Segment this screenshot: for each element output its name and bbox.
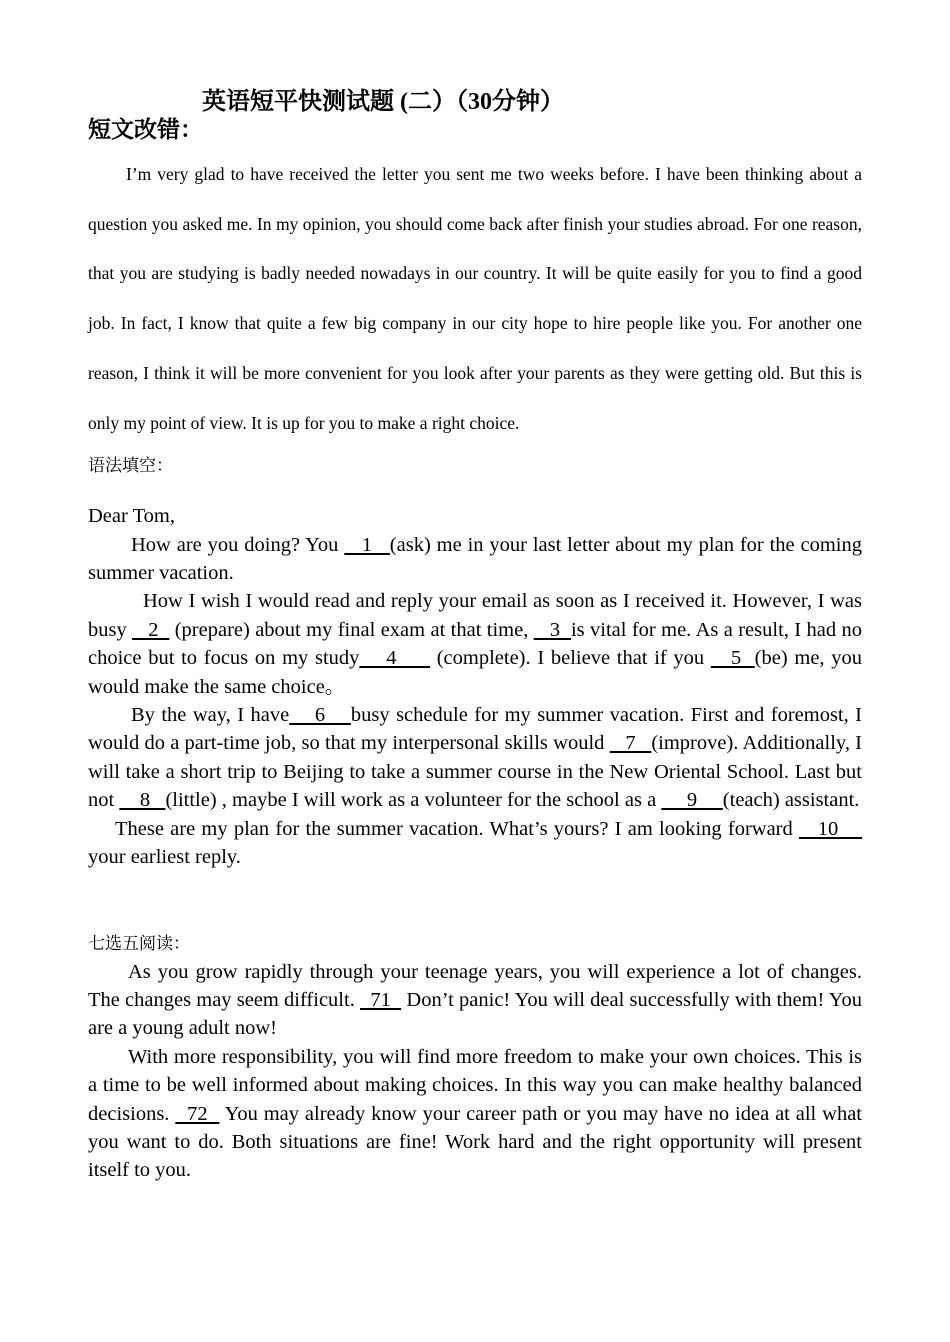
blank-9[interactable]: 9 bbox=[661, 789, 723, 812]
letter-paragraph-2: How I wish I would read and reply your email as soon as I received it. However, I was busy 2 (prepare) about my final exam at that time, 3 is vital for me. As a result, I had no choice but to focus on my study 4 (complete). I believe that if you 5 (be) me, you would make the same choice。 bbox=[88, 590, 863, 698]
letter-paragraph-3: By the way, I have 6 busy schedule for my summer vacation. First and foremost, I would do a part-time job, so that my interpersonal skills would 7 (improve). Additionally, I will take a short trip to Beijing to take a summer course in the New Oriental School. Last but not 8 (little) , maybe I will work as a volunteer for the school as a 9 (teach) assistant. bbox=[88, 704, 863, 812]
blank-1[interactable]: 1 bbox=[344, 533, 390, 556]
blank-4[interactable]: 4 bbox=[359, 647, 430, 670]
blank-72[interactable]: 72 bbox=[175, 1102, 220, 1125]
reading-paragraph-1: As you grow rapidly through your teenage years, you will experience a lot of changes. The changes may seem difficult. 71 Don’t panic! You will deal successfully with them! You are a young adult now! bbox=[88, 960, 862, 1040]
letter-paragraph-4: These are my plan for the summer vacation. What’s yours? I am looking forward 10 your earliest reply. bbox=[88, 817, 863, 869]
blank-10[interactable]: 10 bbox=[799, 817, 863, 840]
blank-71[interactable]: 71 bbox=[360, 988, 402, 1011]
blank-6[interactable]: 6 bbox=[289, 704, 351, 727]
blank-8[interactable]: 8 bbox=[119, 789, 166, 812]
error-correction-passage: I’m very glad to have received the letter you sent me two weeks before. I have been thinking about a question you asked me. In my opinion, you should come back after finish your studies abroad. For one reason, that you are studying is badly needed nowadays in our country. It will be quite easily for you to find a good job. In fact, I know that quite a few big company in our city hope to hire people like you. For another one reason, I think it will be more convenient for you look after your parents as they were getting old. But this is only my point of view. It is up for you to make a right choice. bbox=[88, 164, 862, 433]
page-title: 英语短平快测试题 (二）（30分钟） bbox=[202, 89, 564, 115]
section-heading-error-correction: 短文改错： bbox=[88, 117, 203, 142]
letter-salutation: Dear Tom, bbox=[88, 505, 175, 528]
letter-paragraph-1: How are you doing? You 1 (ask) me in your last letter about my plan for the coming summer vacation. bbox=[88, 533, 863, 585]
section-heading-seven-choose-five: 七选五阅读： bbox=[88, 933, 190, 953]
blank-3[interactable]: 3 bbox=[533, 618, 571, 641]
blank-5[interactable]: 5 bbox=[710, 647, 755, 670]
blank-2[interactable]: 2 bbox=[132, 618, 170, 641]
document-page bbox=[88, 84, 862, 1185]
blank-7[interactable]: 7 bbox=[609, 732, 652, 755]
section-heading-grammar-fill: 语法填空： bbox=[88, 456, 173, 476]
seven-choose-five-passage bbox=[88, 958, 862, 1185]
reading-paragraph-2: With more responsibility, you will find more freedom to make your own choices. This is a time to be well informed about making choices. In this way you can make healthy balanced decisions. 72 You may already know your career path or you may have no idea at all what you want to do. Both situations are fine! Work hard and the right opportunity will present itself to you. bbox=[88, 1045, 863, 1182]
grammar-fill-letter bbox=[88, 502, 862, 871]
